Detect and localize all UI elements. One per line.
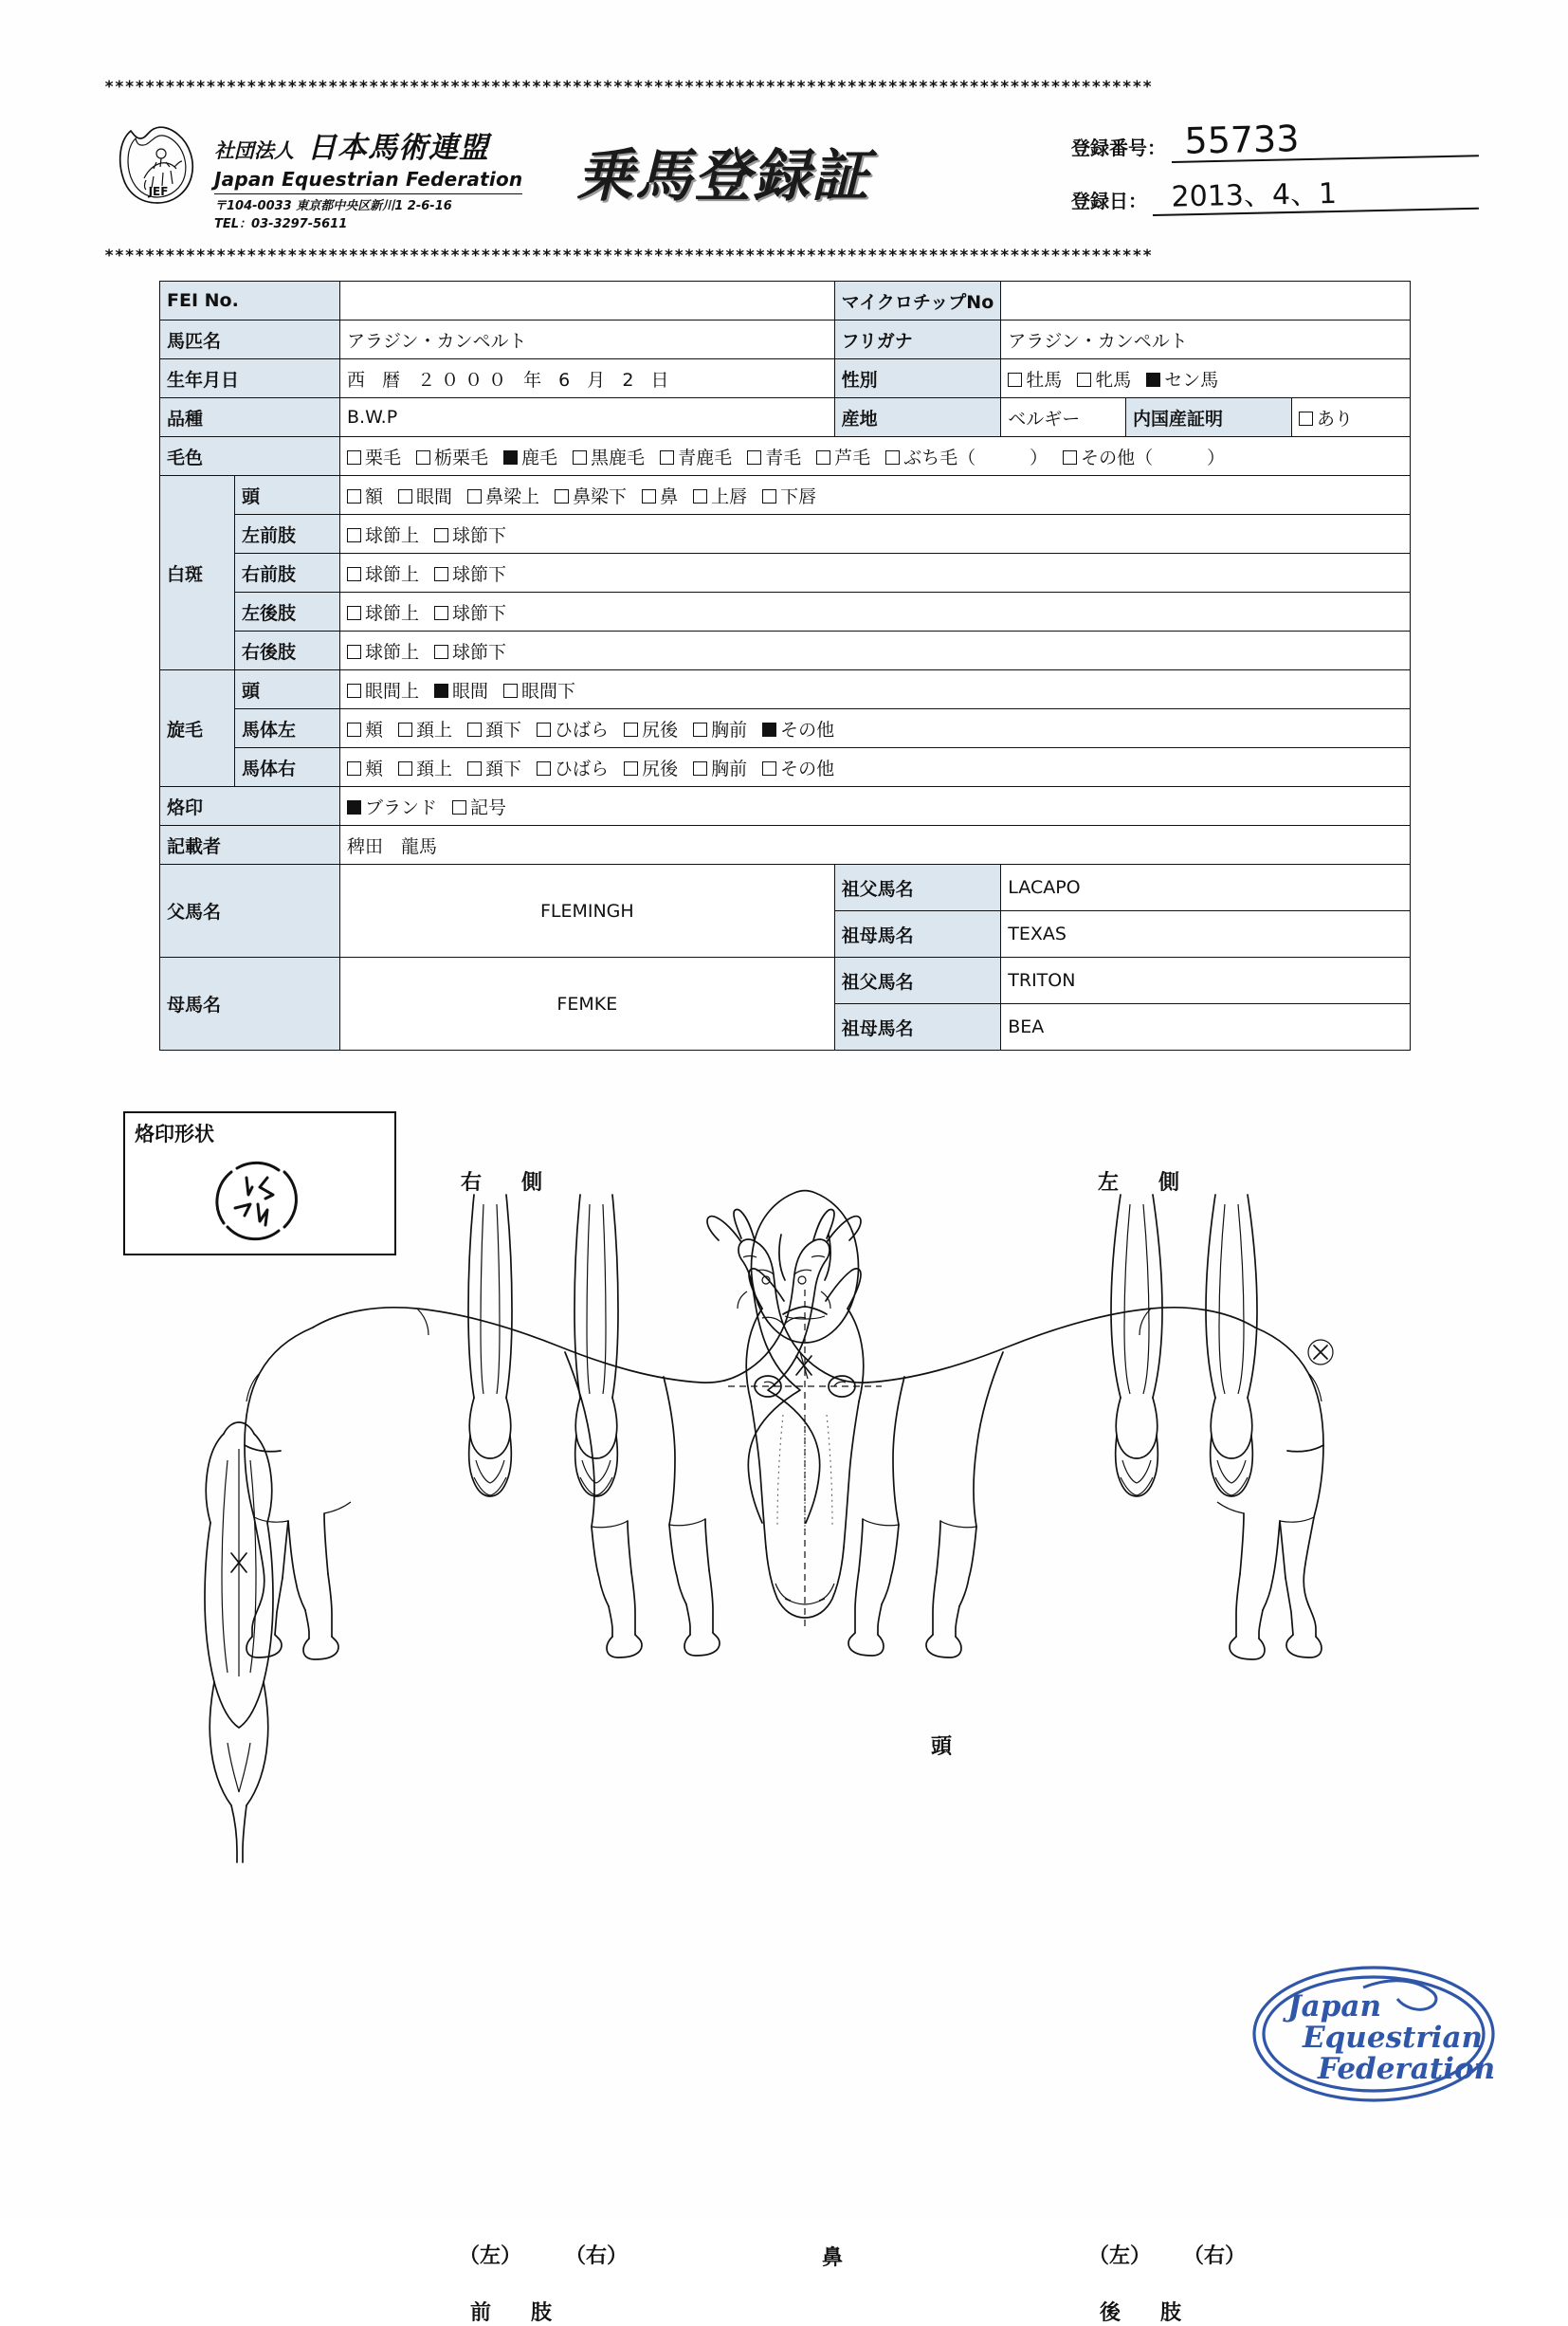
checkbox-label: 鼻: [660, 485, 679, 507]
white-mark-part-2: 右前肢: [235, 554, 340, 593]
diagram-label-right-side: 右 側: [461, 1171, 553, 1195]
checkbox-label: 尻後: [642, 758, 679, 779]
checkbox-label: 青毛: [765, 447, 802, 468]
checkbox-option[interactable]: [1077, 366, 1131, 392]
org-name-japanese: 日本馬術連盟: [307, 131, 489, 165]
sire-label: 父馬名: [160, 865, 340, 958]
checkbox-label: 頚上: [416, 719, 453, 741]
checkbox-icon[interactable]: [693, 723, 707, 737]
diagram-label-head: 頭: [931, 1735, 953, 1759]
checkbox-option[interactable]: [434, 638, 506, 664]
checkbox-label: 牝馬: [1095, 369, 1132, 391]
checkbox-option[interactable]: [467, 755, 521, 780]
checkbox-checked-icon[interactable]: [347, 800, 361, 815]
breed-value[interactable]: B.W.P: [340, 398, 835, 437]
checkbox-option[interactable]: [762, 716, 834, 742]
sex-options[interactable]: [1001, 359, 1411, 398]
furigana-label: フリガナ: [834, 321, 1001, 359]
table-row-white-lf: [160, 515, 1411, 554]
checkbox-label: ひばら: [555, 758, 610, 779]
checkbox-icon[interactable]: [624, 761, 638, 776]
checkbox-option[interactable]: [1299, 405, 1353, 430]
checkbox-icon[interactable]: [347, 723, 361, 737]
horse-muzzle-view: [752, 1191, 859, 1343]
checkbox-label: 胸前: [711, 758, 748, 779]
table-row-white-rh: [160, 632, 1411, 670]
table-row-fei: [160, 282, 1411, 321]
domestic-cert-label: 内国産証明: [1126, 398, 1292, 437]
checkbox-label: 芦毛: [834, 447, 871, 468]
sex-label: 性別: [834, 359, 1001, 398]
dob-label: 生年月日: [160, 359, 340, 398]
checkbox-option[interactable]: [762, 755, 834, 780]
organization-header: [112, 119, 522, 231]
checkbox-label: ひばら: [555, 719, 610, 741]
checkbox-option[interactable]: [555, 483, 627, 508]
org-name-english: Japan Equestrian Federation: [214, 168, 523, 191]
checkbox-label: 頬: [365, 758, 384, 779]
checkbox-icon[interactable]: [347, 567, 361, 581]
stamp-line-3: Federation: [1318, 2052, 1496, 2086]
checkbox-label: ブランド: [365, 797, 438, 818]
diagram-label-nose: 鼻: [822, 2246, 844, 2270]
checkbox-icon[interactable]: [434, 528, 448, 542]
checkbox-label: 鼻梁下: [573, 485, 628, 507]
diagram-label-front-limb: 前 肢: [470, 2301, 562, 2325]
checkbox-icon[interactable]: [398, 723, 412, 737]
checkbox-option[interactable]: [347, 444, 401, 469]
diagram-label-left-side: 左 側: [1098, 1171, 1190, 1195]
checkbox-option[interactable]: [434, 560, 506, 586]
checkbox-option[interactable]: [624, 716, 678, 742]
checkbox-icon[interactable]: [347, 606, 361, 620]
checkbox-label: 眼間: [416, 485, 453, 507]
checkbox-label: 頚上: [416, 758, 453, 779]
checkbox-option[interactable]: [624, 755, 678, 780]
checkbox-icon[interactable]: [452, 800, 466, 815]
checkbox-option[interactable]: [1063, 444, 1225, 469]
checkbox-icon[interactable]: [347, 450, 361, 465]
checkbox-option[interactable]: [693, 483, 747, 508]
org-telephone: TEL：03-3297-5611: [214, 217, 348, 231]
microchip-value[interactable]: [1001, 282, 1411, 321]
checkbox-label: 鹿毛: [521, 447, 558, 468]
white-mark-part-3: 左後肢: [235, 593, 340, 632]
checkbox-label: 球節下: [452, 563, 507, 585]
checkbox-option[interactable]: [416, 444, 488, 469]
whorl-marker-left-side: [1308, 1340, 1333, 1364]
front-limbs-view: [468, 1195, 618, 1496]
checkbox-icon[interactable]: [434, 567, 448, 581]
sire-value[interactable]: FLEMINGH: [340, 865, 835, 958]
org-legal-form: 社団法人: [214, 139, 294, 162]
checkbox-option[interactable]: [693, 716, 747, 742]
origin-value[interactable]: ベルギー: [1001, 398, 1126, 437]
checkbox-icon[interactable]: [398, 489, 412, 504]
whorl-options-2[interactable]: [340, 748, 1411, 787]
checkbox-option[interactable]: [573, 444, 645, 469]
white-mark-options-0[interactable]: [340, 476, 1411, 515]
horse-limb-full-view: [205, 1422, 273, 1862]
checkbox-option[interactable]: [347, 716, 383, 742]
hind-limbs-view: [1111, 1195, 1257, 1496]
checkbox-option[interactable]: [1008, 366, 1062, 392]
checkbox-option[interactable]: [660, 444, 732, 469]
checkbox-icon[interactable]: [624, 723, 638, 737]
checkbox-checked-icon[interactable]: [762, 723, 776, 737]
checkbox-option[interactable]: [347, 638, 419, 664]
checkbox-option[interactable]: [434, 599, 506, 625]
stamp-line-2: Equestrian: [1303, 2021, 1484, 2055]
white-mark-options-4[interactable]: [340, 632, 1411, 670]
coat-color-options[interactable]: [340, 437, 1411, 476]
checkbox-option[interactable]: [885, 444, 1048, 469]
checkbox-icon[interactable]: [762, 489, 776, 504]
checkbox-option[interactable]: [347, 677, 419, 703]
checkbox-option[interactable]: [747, 444, 801, 469]
checkbox-label: 記号: [470, 797, 507, 818]
white-mark-part-4: 右後肢: [235, 632, 340, 670]
checkbox-label: 鼻梁上: [485, 485, 540, 507]
checkbox-label: 胸前: [711, 719, 748, 741]
origin-label: 産地: [834, 398, 1001, 437]
table-row-dam-1: [160, 958, 1411, 1004]
checkbox-label: セン馬: [1164, 369, 1219, 391]
diagram-label-front-right: （右）: [565, 2244, 629, 2268]
checkbox-label: ぶち毛（ ）: [903, 447, 1048, 468]
white-mark-options-3[interactable]: [340, 593, 1411, 632]
horse-name-value[interactable]: アラジン・カンペルト: [340, 321, 835, 359]
checkbox-icon[interactable]: [347, 489, 361, 504]
checkbox-icon[interactable]: [347, 684, 361, 698]
table-row-white-lh: [160, 593, 1411, 632]
dam-grandsire-value[interactable]: TRITON: [1001, 958, 1411, 1004]
checkbox-label: 眼間: [452, 680, 489, 702]
diagram-label-front-left: （左）: [459, 2244, 522, 2268]
white-mark-part-0: 頭: [235, 476, 340, 515]
coat-color-label: 毛色: [160, 437, 340, 476]
table-row-breed: [160, 398, 1411, 437]
checkbox-option[interactable]: [503, 677, 575, 703]
whorl-part-1: 馬体左: [235, 709, 340, 748]
checkbox-label: あり: [1317, 408, 1354, 430]
org-address: 〒104-0033 東京都中央区新川1 2-6-16: [214, 193, 522, 213]
white-mark-label: 白斑: [160, 476, 235, 670]
breed-label: 品種: [160, 398, 340, 437]
checkbox-option[interactable]: [434, 522, 506, 547]
dam-grandsire-label: 祖父馬名: [834, 958, 1001, 1004]
recorder-value[interactable]: 稗田 龍馬: [340, 826, 1411, 865]
checkbox-option[interactable]: [1146, 366, 1218, 392]
whorl-label: 旋毛: [160, 670, 235, 787]
checkbox-icon[interactable]: [467, 489, 482, 504]
checkbox-checked-icon[interactable]: [434, 684, 448, 698]
checkbox-icon[interactable]: [642, 489, 656, 504]
checkbox-icon[interactable]: [434, 645, 448, 659]
checkbox-icon[interactable]: [693, 761, 707, 776]
checkbox-label: 眼間下: [521, 680, 576, 702]
checkbox-option[interactable]: [347, 522, 419, 547]
dam-granddam-value[interactable]: BEA: [1001, 1004, 1411, 1051]
checkbox-label: 黒鹿毛: [591, 447, 646, 468]
page-title: 乗馬登録証: [576, 143, 870, 210]
dam-granddam-label: 祖母馬名: [834, 1004, 1001, 1051]
registration-info: [1071, 118, 1479, 237]
microchip-label: マイクロチップNo: [834, 282, 1001, 321]
checkbox-option[interactable]: [467, 716, 521, 742]
checkbox-label: 球節下: [452, 641, 507, 663]
jef-official-stamp: [1249, 1946, 1498, 2122]
checkbox-icon[interactable]: [555, 489, 569, 504]
checkbox-icon[interactable]: [1077, 373, 1091, 387]
checkbox-checked-icon[interactable]: [503, 450, 518, 465]
checkbox-icon[interactable]: [762, 761, 776, 776]
fei-no-label: FEI No.: [160, 282, 340, 321]
table-row-whorl-right: [160, 748, 1411, 787]
registration-date-value: 2013、4、1: [1152, 177, 1479, 216]
fei-no-value[interactable]: [340, 282, 835, 321]
checkbox-option[interactable]: [398, 716, 452, 742]
table-row-dob: [160, 359, 1411, 398]
checkbox-icon[interactable]: [747, 450, 761, 465]
whorl-options-1[interactable]: [340, 709, 1411, 748]
checkbox-option[interactable]: [347, 560, 419, 586]
diagram-label-hind-limb: 後 肢: [1100, 2301, 1192, 2325]
diagram-label-hind-left: （左）: [1088, 2244, 1152, 2268]
checkbox-icon[interactable]: [537, 723, 551, 737]
sire-grandsire-label: 祖父馬名: [834, 865, 1001, 911]
brand-options[interactable]: [340, 787, 1411, 826]
checkbox-label: 栃栗毛: [434, 447, 489, 468]
table-row-coat-color: [160, 437, 1411, 476]
checkbox-label: その他: [780, 719, 835, 741]
checkbox-option[interactable]: [762, 483, 816, 508]
checkbox-label: 下唇: [780, 485, 817, 507]
checkbox-icon[interactable]: [467, 723, 482, 737]
checkbox-icon[interactable]: [503, 684, 518, 698]
checkbox-icon[interactable]: [434, 606, 448, 620]
checkbox-option[interactable]: [452, 794, 506, 819]
registration-date-label: 登録日：: [1071, 190, 1147, 212]
white-mark-part-1: 左前肢: [235, 515, 340, 554]
white-mark-options-2[interactable]: [340, 554, 1411, 593]
checkbox-option[interactable]: [816, 444, 870, 469]
checkbox-icon[interactable]: [467, 761, 482, 776]
dam-label: 母馬名: [160, 958, 340, 1051]
checkbox-icon[interactable]: [1008, 373, 1022, 387]
table-row-whorl-left: [160, 709, 1411, 748]
checkbox-icon[interactable]: [1063, 450, 1077, 465]
checkbox-checked-icon[interactable]: [1146, 373, 1160, 387]
dob-value[interactable]: 西 暦 ２０００ 年 6 月 2 日: [340, 359, 835, 398]
table-row-brand: [160, 787, 1411, 826]
checkbox-icon[interactable]: [885, 450, 900, 465]
registration-number-label: 登録番号：: [1071, 137, 1166, 159]
checkbox-option[interactable]: [398, 483, 452, 508]
horse-details-table: [159, 281, 1411, 1051]
badge-text: JEF: [148, 185, 169, 198]
checkbox-label: 球節上: [365, 602, 420, 624]
checkbox-option[interactable]: [503, 444, 557, 469]
checkbox-label: 球節下: [452, 524, 507, 546]
checkbox-icon[interactable]: [398, 761, 412, 776]
checkbox-option[interactable]: [693, 755, 747, 780]
table-row-recorder: [160, 826, 1411, 865]
checkbox-option[interactable]: [347, 599, 419, 625]
sire-grandsire-value[interactable]: LACAPO: [1001, 865, 1411, 911]
brand-shape-title: 烙印形状: [135, 1123, 214, 1145]
checkbox-option[interactable]: [467, 483, 539, 508]
sire-granddam-label: 祖母馬名: [834, 911, 1001, 958]
checkbox-option[interactable]: [642, 483, 678, 508]
checkbox-label: 上唇: [711, 485, 748, 507]
brand-label: 烙印: [160, 787, 340, 826]
white-mark-options-1[interactable]: [340, 515, 1411, 554]
checkbox-option[interactable]: [347, 755, 383, 780]
checkbox-icon[interactable]: [347, 645, 361, 659]
checkbox-label: その他: [780, 758, 835, 779]
checkbox-icon[interactable]: [347, 528, 361, 542]
checkbox-label: 額: [365, 485, 384, 507]
checkbox-label: 球節上: [365, 524, 420, 546]
registration-number-row: [1071, 118, 1479, 163]
sire-granddam-value[interactable]: TEXAS: [1001, 911, 1411, 958]
checkbox-label: 頬: [365, 719, 384, 741]
stamp-line-1: Japan: [1287, 1989, 1382, 2024]
registration-number-value: 55733: [1171, 117, 1479, 163]
checkbox-icon[interactable]: [816, 450, 830, 465]
registration-date-row: [1071, 176, 1479, 216]
whorl-options-0[interactable]: [340, 670, 1411, 709]
checkbox-label: 牡馬: [1026, 369, 1063, 391]
checkbox-icon[interactable]: [1299, 412, 1313, 426]
domestic-cert-option[interactable]: [1292, 398, 1411, 437]
star-divider-bottom: *******************************************************************************************************: [104, 248, 1153, 265]
table-row-white-rf: [160, 554, 1411, 593]
checkbox-option[interactable]: [537, 716, 609, 742]
checkbox-label: 頚下: [485, 719, 522, 741]
checkbox-label: 青鹿毛: [678, 447, 733, 468]
checkbox-label: 尻後: [642, 719, 679, 741]
checkbox-option[interactable]: [537, 755, 609, 780]
table-row-horse-name: [160, 321, 1411, 359]
table-row-sire-1: [160, 865, 1411, 911]
checkbox-label: 球節下: [452, 602, 507, 624]
furigana-value[interactable]: アラジン・カンペルト: [1001, 321, 1411, 359]
checkbox-icon[interactable]: [573, 450, 587, 465]
whorl-part-0: 頭: [235, 670, 340, 709]
jef-badge-logo: [112, 119, 205, 211]
checkbox-option[interactable]: [347, 794, 437, 819]
checkbox-option[interactable]: [434, 677, 488, 703]
horse-name-label: 馬匹名: [160, 321, 340, 359]
recorder-label: 記載者: [160, 826, 340, 865]
checkbox-label: 球節上: [365, 641, 420, 663]
checkbox-icon[interactable]: [347, 761, 361, 776]
checkbox-option[interactable]: [347, 483, 383, 508]
checkbox-icon[interactable]: [416, 450, 430, 465]
checkbox-label: その他（ ）: [1081, 447, 1226, 468]
table-row-white-head: [160, 476, 1411, 515]
whorl-part-2: 馬体右: [235, 748, 340, 787]
checkbox-icon[interactable]: [693, 489, 707, 504]
checkbox-label: 頚下: [485, 758, 522, 779]
star-divider-top: *******************************************************************************************************: [104, 80, 1153, 96]
diagram-label-hind-right: （右）: [1183, 2244, 1247, 2268]
checkbox-label: 球節上: [365, 563, 420, 585]
checkbox-icon[interactable]: [537, 761, 551, 776]
checkbox-icon[interactable]: [660, 450, 674, 465]
checkbox-option[interactable]: [398, 755, 452, 780]
checkbox-label: 眼間上: [365, 680, 420, 702]
dam-value[interactable]: FEMKE: [340, 958, 835, 1051]
table-row-whorl-head: [160, 670, 1411, 709]
checkbox-label: 栗毛: [365, 447, 402, 468]
